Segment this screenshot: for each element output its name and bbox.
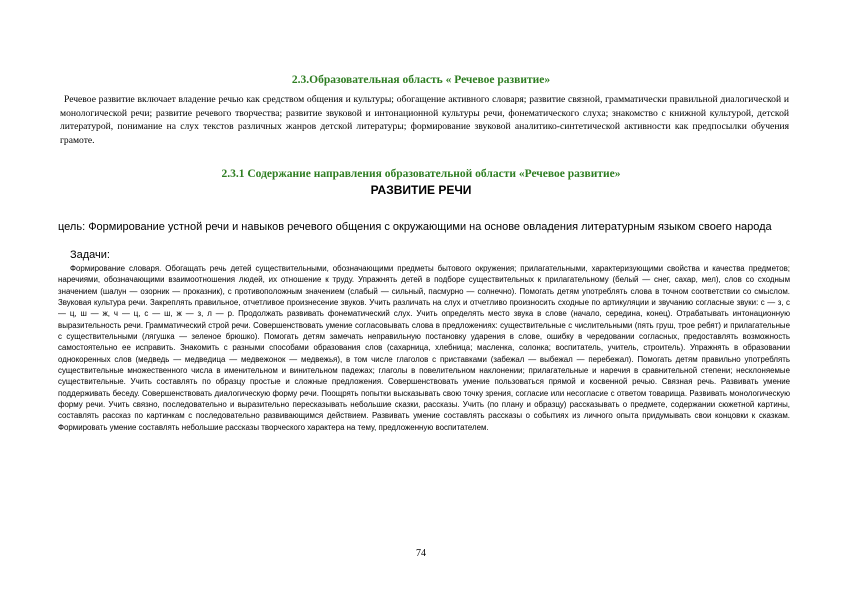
subsection-heading: 2.3.1 Содержание направления образовательной области «Речевое развитие» (221, 168, 621, 180)
tasks-paragraph: Формирование словаря. Обогащать речь детей существительными, обозначающими предметы бытового окружения; прилагательными, характеризующими свойства и качества предметов; наречиями, обозначающими взаимоотношения людей, их отношение к труду. Упражнять детей в подборе существительных к прилагательному (белый — снег, сахар, мел), слов со сходным значением (шалун — озорник — проказник), с противоположным значением (слабый — сильный, пасмурно — солнечно). Помогать детям употреблять слова в точном соответствии со смыслом. Звуковая культура речи. Закреплять правильное, отчетливое произнесение звуков. Учить различать на слух и отчетливо произносить сходные по артикуляции и звучанию согласные звуки: с — з, с — ц, ш — ж, ч — ц, с — ш, ж — з, л — р. Продолжать развивать фонематический слух. Учить определять место звука в слове (начало, середина, конец). Отрабатывать интонационную выразительность речи. Грамматический строй речи. Совершенствовать умение согласовывать слова в предложениях: существительные с числительными (пять груш, трое ребят) и прилагательные с существительными (лягушка — зеленое брюшко). Помогать детям замечать неправильную постановку ударения в слове, ошибку в чередовании согласных, предоставлять возможность самостоятельно ее исправить. Знакомить с разными способами образования слов (сахарница, хлебница; масленка, солонка; воспитатель, учитель, строитель). Упражнять в образовании однокоренных слов (медведь — медведица — медвежонок — медвежья), в том числе глаголов с приставками (забежал — выбежал — перебежал). Помогать детям правильно употреблять существительные множественного числа в именительном и винительном падежах; глаголы в повелительном наклонении; прилагательные и наречия в сравнительной степени; несклоняемые существительные. Учить составлять по образцу простые и сложные предложения. Совершенствовать умение пользоваться прямой и косвенной речью. Связная речь. Развивать умение поддерживать беседу. Совершенствовать диалогическую форму речи. Поощрять попытки высказывать свою точку зрения, согласие или несогласие с ответом товарища. Развивать монологическую форму речи. Учить связно, последовательно и выразительно пересказывать небольшие сказки, рассказы. Учить (по плану и образцу) рассказывать о предмете, содержании сюжетной картины, составлять рассказ по картинкам с последовательно развивающимся действием. Развивать умение составлять рассказы о событиях из личного опыта придумывать свои концовки к сказкам. Формировать умение составлять небольшие рассказы творческого характера на тему, предложенную воспитателем. (58, 264, 790, 432)
page-number: 74 (416, 548, 426, 559)
intro-paragraph: Речевое развитие включает владение речью как средством общения и культуры; обогащение активного словаря; развитие связной, грамматически правильной диалогической и монологической речи; развитие речевого творчества; развитие звуковой и интонационной культуры речи, фонематического слуха; знакомство с книжной культурой, детской литературой, понимание на слух текстов различных жанров детской литературы; формирование звуковой аналитико-синтетической активности как предпосылки обучения грамоте. (60, 94, 789, 146)
tasks-label: Задачи: (70, 249, 110, 261)
section-heading: 2.3.Образовательная область « Речевое развитие» (291, 74, 551, 86)
subsection-title: РАЗВИТИЕ РЕЧИ (370, 183, 472, 197)
goal-text: цель: Формирование устной речи и навыков речевого общения с окружающими на основе овладения литературным языком своего народа (58, 221, 772, 233)
